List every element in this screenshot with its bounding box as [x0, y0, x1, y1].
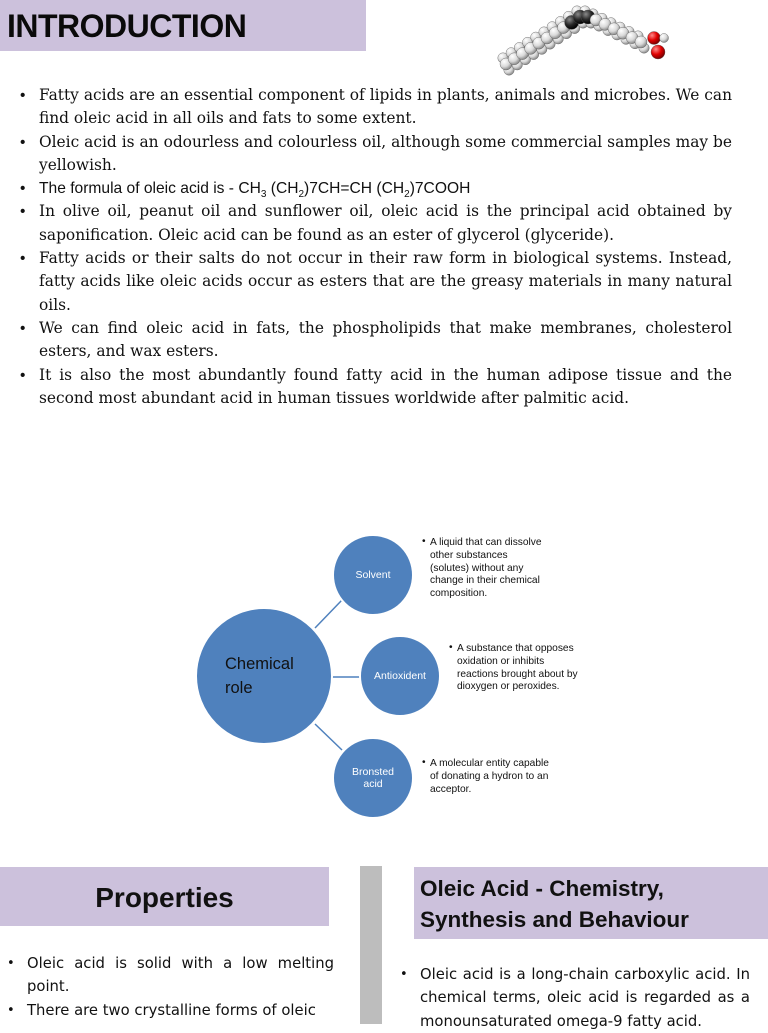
chemistry-bullet-list — [400, 963, 750, 1033]
formula-text: The formula of oleic acid is - $CH_3$ $(CH_2)7CH=CH$ $(CH_2)7COOH$ — [39, 180, 471, 201]
oleic-acid-molecule-model-icon — [496, 4, 676, 76]
solvent-label: Solvent — [355, 569, 391, 581]
bronsted-acid-description: • A molecular entity capable of donating a hydron to an acceptor. — [422, 758, 550, 796]
properties-bullet: • Oleic acid is solid with a low melting point. — [7, 952, 334, 999]
intro-bullet: • Oleic acid is an odourless and colourless oil, although some commercial samples may be yellowish. — [20, 131, 732, 178]
properties-bullet-list — [7, 952, 334, 1022]
atom — [635, 36, 647, 48]
formula-bullet — [20, 177, 732, 200]
chemistry-title: Oleic Acid - Chemistry, Synthesis and Behaviour — [420, 876, 689, 932]
properties-title: Properties — [95, 882, 234, 913]
column-divider — [360, 866, 382, 1024]
atom — [660, 34, 669, 43]
intro-bullet: • In olive oil, peanut oil and sunflower oil, oleic acid is the principal acid obtained by saponification. Oleic acid can be found as an ester of glycerol (glyceride). — [20, 200, 732, 247]
intro-bullet-list — [20, 84, 732, 410]
atom — [651, 45, 665, 59]
intro-bullet: • We can find oleic acid in fats, the phospholipids that make membranes, cholesterol esters, and wax esters. — [20, 317, 732, 364]
connector-line-solvent — [315, 600, 342, 628]
antioxident-description: • A substance that opposes oxidation or inhibits reactions brought about by dioxygen or peroxides. — [449, 643, 581, 694]
chemical-role-diagram — [190, 530, 590, 830]
properties-bullet: • There are two crystalline forms of oleic — [7, 999, 334, 1022]
atom — [648, 32, 661, 45]
bronsted-acid-label: Bronsted acid — [351, 766, 395, 790]
connector-line-bronsted — [315, 724, 342, 750]
chemical-role-label: Chemical role — [225, 655, 294, 697]
chemistry-bullet: • Oleic acid is a long-chain carboxylic acid. In chemical terms, oleic acid is regarded as a monounsaturated omega-9 fatty acid. — [400, 963, 750, 1033]
antioxident-label: Antioxident — [374, 670, 426, 682]
solvent-description: • A liquid that can dissolve other substances (solutes) without any change in their chemical composition. — [422, 537, 548, 601]
intro-bullet: • Fatty acids are an essential component of lipids in plants, animals and microbes. We can find oleic acid in all oils and fats to some extent. — [20, 84, 732, 131]
intro-bullet: • It is also the most abundantly found fatty acid in the human adipose tissue and the second most abundant acid in human tissues worldwide after palmitic acid. — [20, 364, 732, 411]
intro-bullet: • Fatty acids or their salts do not occur in their raw form in biological systems. Instead, fatty acids like oleic acids occur as esters that are the greasy materials in many natural oils. — [20, 247, 732, 317]
intro-title: INTRODUCTION — [7, 8, 247, 44]
